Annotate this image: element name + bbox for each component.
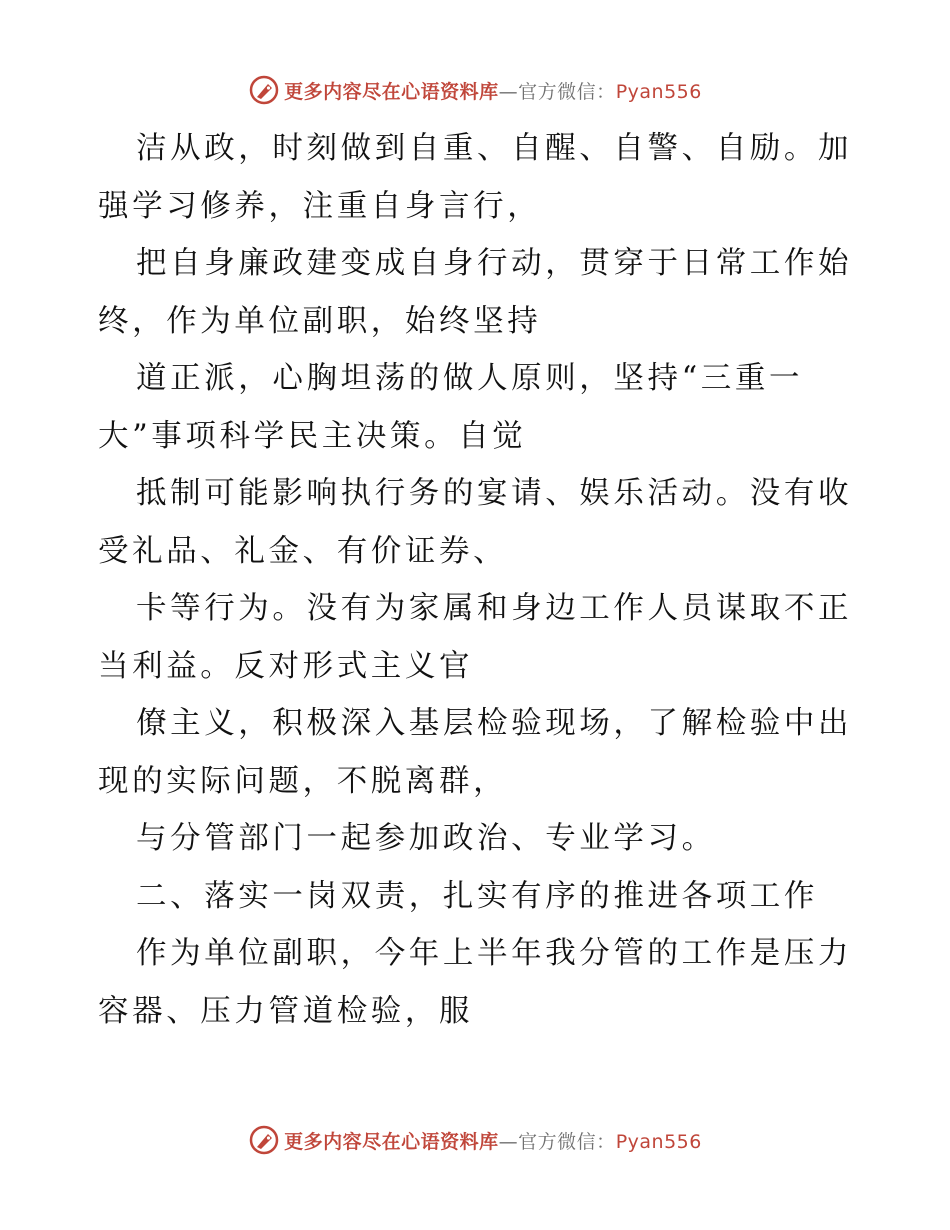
- body-line: 抵制可能影响执行务的宴请、娱乐活动。没有收: [136, 476, 853, 511]
- body-line: 终，作为单位副职，始终坚持: [98, 303, 542, 339]
- header-banner-separator: —: [498, 80, 519, 103]
- body-line: 与分管部门一起参加政治、专业学习。: [136, 821, 716, 856]
- footer-banner-text: [284, 1127, 702, 1154]
- body-line: 卡等行为。没有为家属和身边工作人员谋取不正: [136, 591, 853, 626]
- body-line: 僚主义，积极深入基层检验现场，了解检验中出: [136, 706, 853, 741]
- footer-banner-account: Pyan556: [615, 1130, 702, 1153]
- body-line: 现的实际问题，不脱离群，: [98, 763, 508, 799]
- pen-nib-circle-icon: [248, 74, 280, 106]
- header-banner-account: Pyan556: [615, 80, 702, 103]
- body-line: 作为单位副职，今年上半年我分管的工作是压力: [136, 936, 853, 971]
- body-line: 容器、压力管道检验，服: [98, 993, 474, 1029]
- section-heading: 二、落实一岗双责，扎实有序的推进各项工作: [136, 878, 818, 914]
- footer-banner: [0, 1120, 950, 1160]
- body-line: 洁从政，时刻做到自重、自醒、自警、自励。加: [136, 131, 853, 166]
- header-banner: [0, 70, 950, 110]
- body-line: 把自身廉政建变成自身行动，贯穿于日常工作始: [136, 246, 853, 281]
- footer-banner-separator: —: [498, 1130, 519, 1153]
- body-line: 当利益。反对形式主义官: [98, 648, 474, 684]
- footer-banner-secondary: 官方微信：: [518, 1130, 616, 1153]
- pen-nib-circle-icon: [248, 1124, 280, 1156]
- footer-banner-main: 更多内容尽在心语资料库: [284, 1130, 499, 1153]
- body-line: 道正派，心胸坦荡的做人原则，坚持“三重一: [136, 361, 804, 396]
- body-line: 大”事项科学民主决策。自觉: [98, 418, 527, 454]
- body-line: 强学习修养，注重自身言行，: [98, 188, 542, 224]
- body-line: 受礼品、礼金、有价证券、: [98, 533, 508, 569]
- header-banner-secondary: 官方微信：: [518, 80, 616, 103]
- header-banner-main: 更多内容尽在心语资料库: [284, 80, 499, 103]
- header-banner-text: [284, 77, 702, 104]
- document-body: [98, 120, 858, 1040]
